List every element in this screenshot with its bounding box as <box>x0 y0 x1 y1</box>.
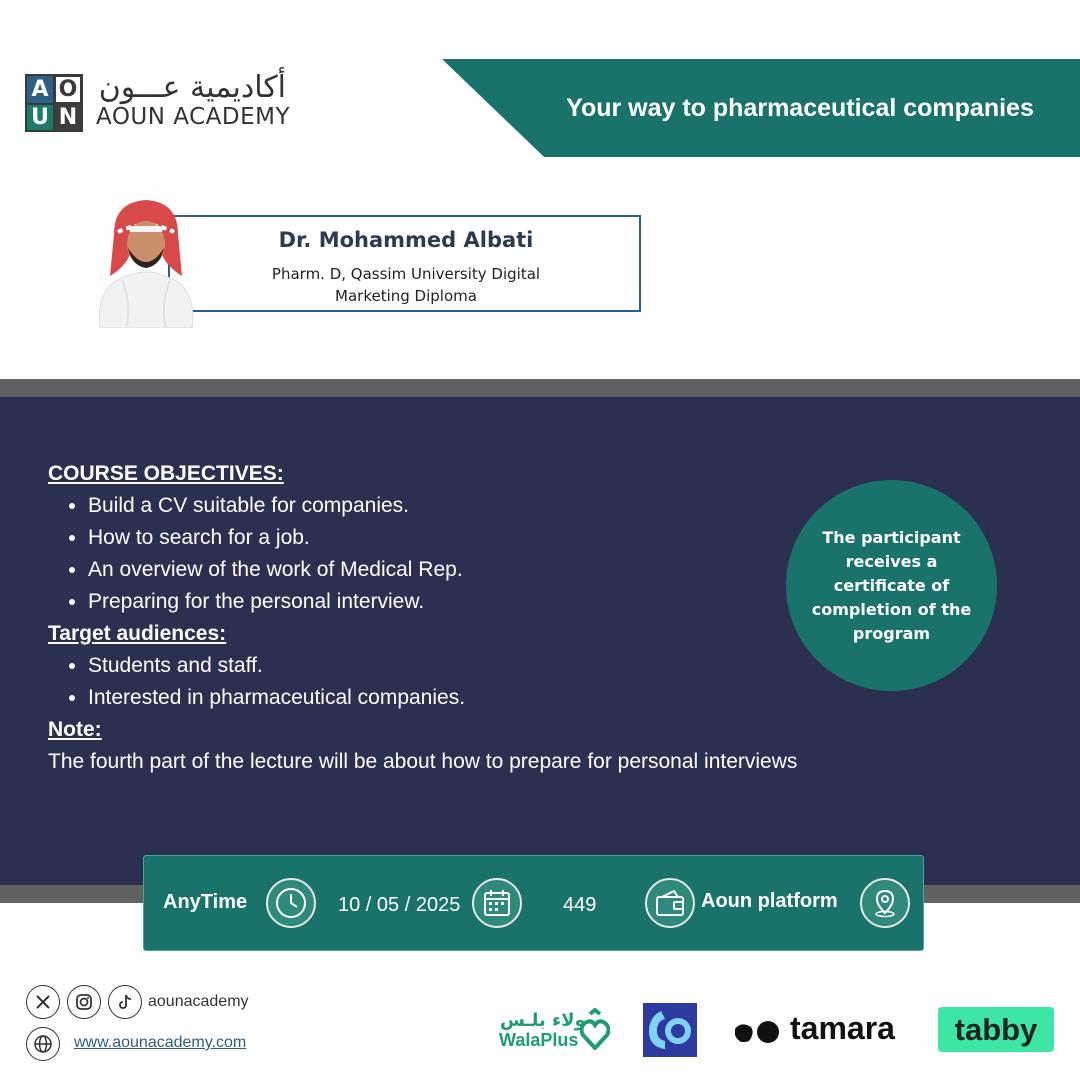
section-divider-top <box>0 379 1080 397</box>
tiktok-icon[interactable] <box>108 985 142 1019</box>
logo-english-name: AOUN ACADEMY <box>96 104 291 130</box>
audience-list <box>48 650 848 714</box>
wallet-icon <box>645 878 695 928</box>
certificate-badge <box>786 480 997 691</box>
list-item: • An overview of the work of Medical Rep. <box>88 554 848 586</box>
tamara-logo: tamara <box>790 1010 895 1046</box>
objectives-list <box>48 490 848 618</box>
course-content <box>48 458 848 778</box>
instructor-desc-line-1: Pharm. D, Qassim University Digital <box>271 265 541 283</box>
tabby-logo-text: tabby <box>954 1011 1038 1047</box>
walaplus-logo: WalaPlus <box>499 1030 579 1050</box>
course-date: 10 / 05 / 2025 <box>338 894 461 916</box>
logo-letter-o: O <box>55 76 81 103</box>
x-icon[interactable] <box>26 985 60 1019</box>
course-price: 449 <box>563 894 597 916</box>
note-heading: Note: <box>48 718 102 741</box>
note-text: The fourth part of the lecture will be about how to prepare for personal interviews <box>48 750 798 773</box>
instructor-name: Dr. Mohammed Albati <box>278 228 534 252</box>
certificate-text: The participant receives a certificate of completion of the program <box>811 527 972 643</box>
logo-letter-u: U <box>27 105 53 130</box>
course-platform: Aoun platform <box>701 890 838 912</box>
list-item: • Interested in pharmaceutical companies. <box>88 682 848 714</box>
instructor-description <box>190 263 622 307</box>
tamara-icon <box>733 1019 781 1045</box>
clock-icon <box>266 878 316 928</box>
aoun-logo-mark <box>25 74 83 132</box>
list-item: • Preparing for the personal interview. <box>88 586 848 618</box>
partner-blue-logo <box>643 1003 697 1057</box>
tabby-logo <box>938 1007 1054 1052</box>
location-icon <box>860 878 910 928</box>
logo-letter-n: N <box>55 105 81 130</box>
audience-heading: Target audiences: <box>48 622 227 645</box>
calendar-icon <box>472 878 522 928</box>
globe-icon <box>26 1027 60 1061</box>
instructor-desc-line-2: Marketing Diploma <box>335 287 477 305</box>
list-item: • How to search for a job. <box>88 522 848 554</box>
list-item: • Build a CV suitable for companies. <box>88 490 848 522</box>
social-handle[interactable]: aounacademy <box>148 993 249 1010</box>
walaplus-arabic: ولاء بلـس <box>500 1010 586 1031</box>
instagram-icon[interactable] <box>67 985 101 1019</box>
logo-arabic-name: أكاديمية عـــون <box>98 70 286 105</box>
header-banner-title: Your way to pharmaceutical companies <box>566 93 1034 122</box>
logo-letter-a: A <box>27 76 53 103</box>
instructor-photo <box>92 196 200 328</box>
walaplus-heart-icon <box>580 1008 610 1050</box>
objectives-heading: COURSE OBJECTIVES: <box>48 462 284 485</box>
website-link[interactable]: www.aounacademy.com <box>74 1034 247 1051</box>
course-time: AnyTime <box>163 891 248 913</box>
list-item: • Students and staff. <box>88 650 848 682</box>
